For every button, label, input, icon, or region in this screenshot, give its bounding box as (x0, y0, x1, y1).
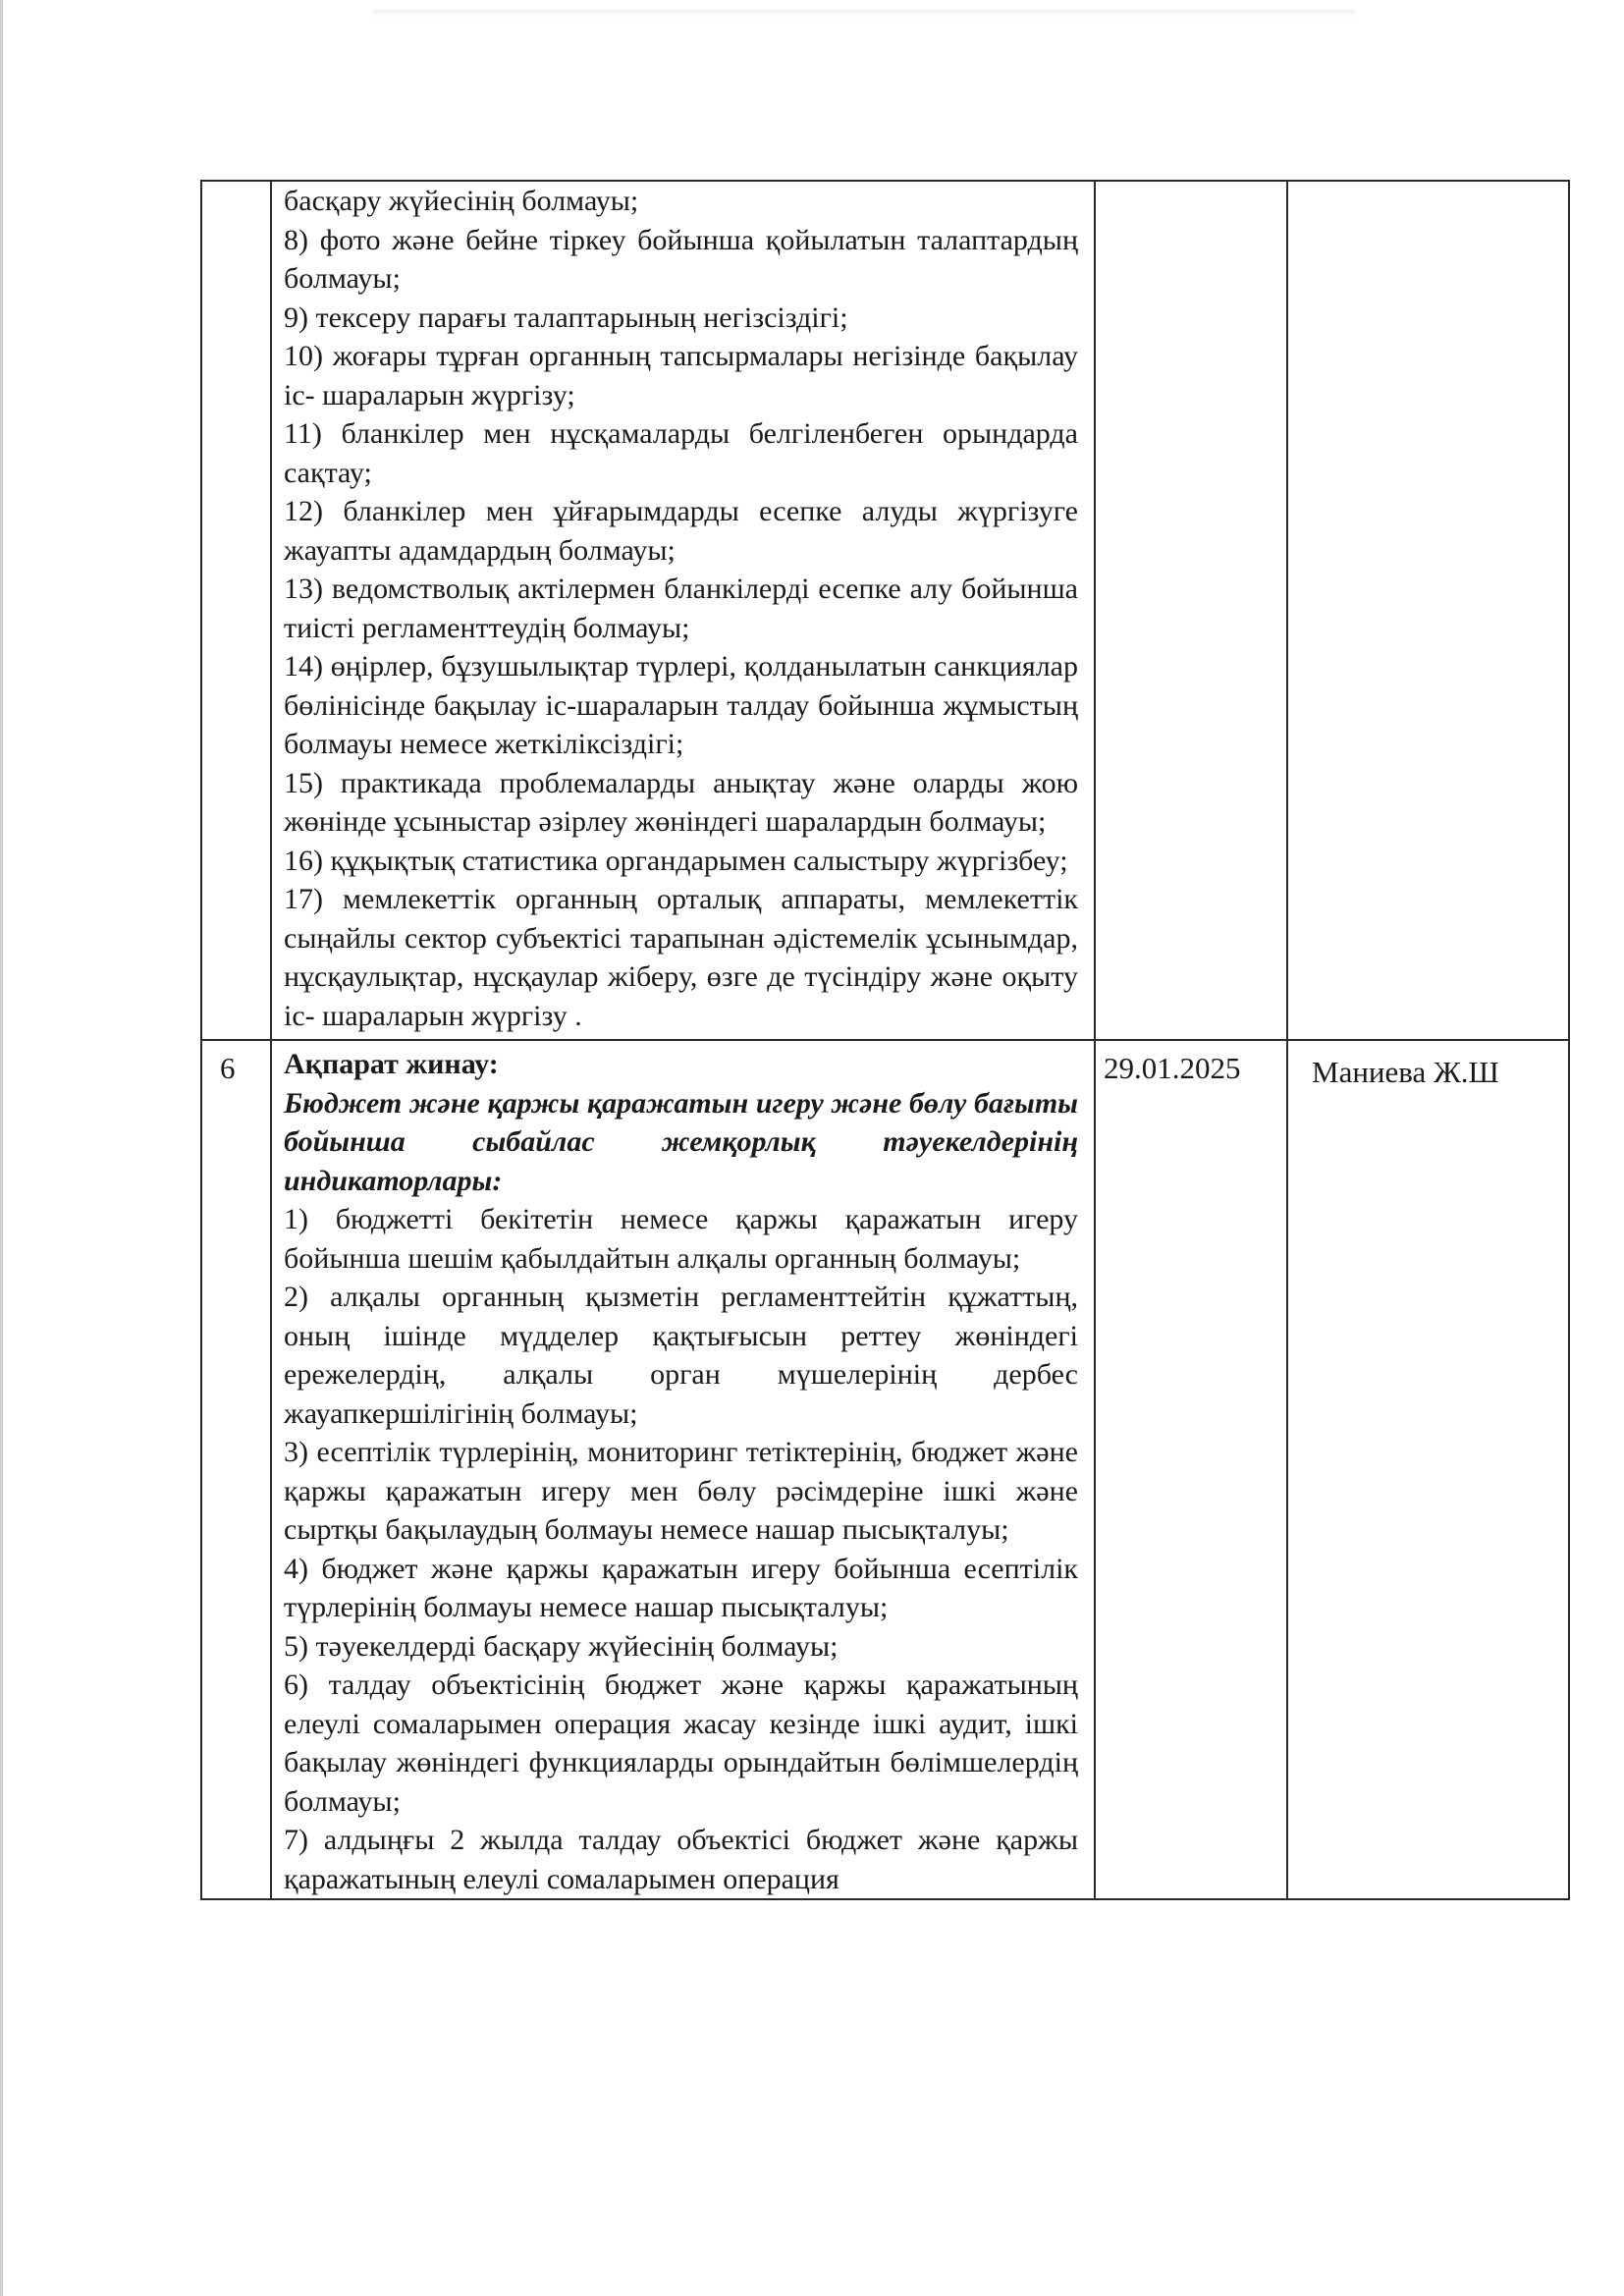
list-item: 9) тексеру парағы талаптарының негізсіздігі; (284, 301, 848, 334)
item-list (272, 182, 1094, 1039)
list-item: 16) құқықтық статистика органдарымен салыстыру жүргізбеу; (284, 844, 1068, 877)
list-item: 6) талдау объектісінің бюджет және қаржы қаражатының елеулі сомаларымен операция жасау кезінде ішкі аудит, ішкі бақылау жөніндегі функцияларды орындайтын бөлімшелердің болмауы; (284, 1668, 1078, 1818)
row-number-cell: 6 (201, 1040, 271, 1899)
list-item: 4) бюджет және қаржы қаражатын игеру бойынша есептілік түрлерінің болмауы немесе нашар пысықталуы; (284, 1552, 1078, 1623)
row-number-cell (201, 181, 271, 1040)
row-content-cell (271, 181, 1095, 1040)
list-item: 12) бланкілер мен ұйғарымдарды есепке алуды жүргізуге жауапты адамдардың болмауы; (284, 495, 1078, 567)
row-responsible-cell (1287, 181, 1569, 1040)
row-content-cell (271, 1040, 1095, 1899)
plan-table (200, 180, 1570, 1900)
list-item: 1) бюджетті бекітетін немесе қаржы қаражатын игеру бойынша шешім қабылдайтын алқалы органның болмауы; (284, 1203, 1078, 1275)
scan-page-edge (0, 0, 3, 2296)
row-date-cell (1095, 181, 1287, 1040)
list-item: 8) фото және бейне тіркеу бойынша қойылатын талаптардың болмауы; (284, 223, 1078, 295)
list-item: басқару жүйесінің болмауы; (284, 185, 639, 217)
list-item: 15) практикада проблемаларды анықтау және оларды жою жөнінде ұсыныстар әзірлеу жөніндегі шаралардын болмауы; (284, 766, 1078, 838)
list-item: 10) жоғары тұрған органның тапсырмалары негізінде бақылау іс- шараларын жүргізу; (284, 340, 1078, 411)
list-item: 3) есептілік түрлерінің, мониторинг тетіктерінің, бюджет және қаржы қаражатын игеру мен бөлу рәсімдеріне ішкі және сыртқы бақылаудың болмауы немесе нашар пысықталуы; (284, 1436, 1078, 1546)
list-item: 13) ведомстволық актілермен бланкілерді есепке алу бойынша тиісті регламенттеудің болмауы; (284, 573, 1078, 644)
list-item: 14) өңірлер, бұзушылықтар түрлері, қолданылатын санкциялар бөлінісінде бақылау іс-шараларын талдау бойынша жұмыстың болмауы немесе жеткіліксіздігі; (284, 650, 1078, 760)
list-item: 2) алқалы органның қызметін регламенттейтін құжаттың, оның ішінде мүдделер қақтығысын реттеу жөніндегі ережелердің, алқалы орган мүшелерінің дербес жауапкершілігінің болмауы; (284, 1281, 1078, 1430)
section-subheading: Бюджет және қаржы қаражатын игеру және бөлу бағыты бойынша сыбайлас жемқорлық тәуекелдерінің индикаторлары: (284, 1086, 1078, 1197)
row-date-cell: 29.01.2025 (1095, 1040, 1287, 1899)
section-heading: Ақпарат жинау: (284, 1048, 499, 1080)
table-row (201, 181, 1569, 1040)
item-list (272, 1041, 1094, 1898)
list-item: 17) мемлекеттік органның орталық аппараты, мемлекеттік сыңайлы сектор субъектісі тарапынан әдістемелік ұсынымдар, нұсқаулықтар, нұсқаулар жіберу, өзге де түсіндіру және оқыту іс- шараларын жүргізу . (284, 883, 1078, 1032)
scan-shadow (373, 10, 1355, 18)
row-responsible-cell: Маниева Ж.Ш (1287, 1040, 1569, 1899)
list-item: 7) алдыңғы 2 жылда талдау объектісі бюджет және қаржы қаражатының елеулі сомаларымен операция (284, 1824, 1078, 1895)
list-item: 5) тәуекелдерді басқару жүйесінің болмауы; (284, 1629, 839, 1663)
table-row (201, 1040, 1569, 1899)
list-item: 11) бланкілер мен нұсқамаларды белгіленбеген орындарда сақтау; (284, 417, 1078, 489)
